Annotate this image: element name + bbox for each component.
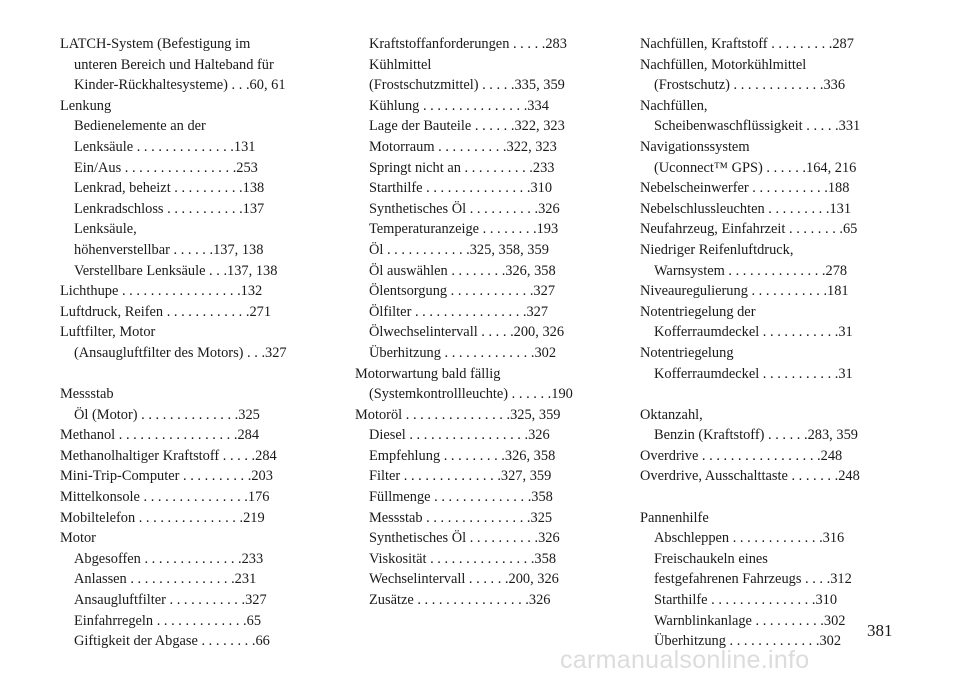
index-entry: Mobiltelefon . . . . . . . . . . . . . . .219 [60, 509, 265, 526]
index-subentry: Kühlmittel [369, 56, 432, 73]
index-subentry: Kofferraumdeckel . . . . . . . . . . .31 [654, 365, 853, 382]
index-subentry: (Systemkontrollleuchte) . . . . . .190 [369, 386, 573, 403]
index-entry: Motorwartung bald fällig [355, 365, 501, 382]
index-subentry: Öl . . . . . . . . . . . .325, 358, 359 [369, 241, 549, 258]
index-subentry: Lenksäule . . . . . . . . . . . . . .131 [74, 138, 256, 155]
index-entry: Mittelkonsole . . . . . . . . . . . . . . .176 [60, 489, 270, 506]
index-entry: Methanolhaltiger Kraftstoff . . . . .284 [60, 447, 277, 464]
index-subentry: Lenksäule, [74, 221, 137, 238]
index-subentry: Lenkradschloss . . . . . . . . . . .137 [74, 200, 265, 217]
index-subentry: Ölfilter . . . . . . . . . . . . . . . .327 [369, 303, 549, 320]
index-subentry: Diesel . . . . . . . . . . . . . . . . .326 [369, 427, 550, 444]
index-subentry: Kühlung . . . . . . . . . . . . . . .334 [369, 97, 549, 114]
index-subentry: höhenverstellbar . . . . . .137, 138 [74, 241, 264, 258]
index-subentry: Abschleppen . . . . . . . . . . . . .316 [654, 530, 845, 547]
index-subentry: Kinder-Rückhaltesysteme) . . .60, 61 [74, 77, 286, 94]
index-entry: Overdrive, Ausschalttaste . . . . . . .248 [640, 468, 860, 485]
index-subentry: Ölwechselintervall . . . . .200, 326 [369, 324, 565, 341]
index-entry: Messstab [60, 386, 114, 403]
index-column-1 [60, 34, 324, 652]
index-subentry: Ein/Aus . . . . . . . . . . . . . . . .253 [74, 159, 258, 176]
index-entry: Neufahrzeug, Einfahrzeit . . . . . . . .65 [640, 221, 858, 238]
index-entry: Motoröl . . . . . . . . . . . . . . .325, 359 [355, 406, 561, 423]
index-subentry: Viskosität . . . . . . . . . . . . . . .358 [369, 550, 557, 567]
index-subentry: Wechselintervall . . . . . .200, 326 [369, 571, 559, 588]
index-subentry: Filter . . . . . . . . . . . . . .327, 359 [369, 468, 552, 485]
index-subentry: Giftigkeit der Abgase . . . . . . . .66 [74, 633, 270, 650]
index-entry: Navigationssystem [640, 138, 750, 155]
index-subentry: unteren Bereich und Halteband für [74, 56, 274, 73]
index-subentry: Lenkrad, beheizt . . . . . . . . . .138 [74, 180, 265, 197]
index-subentry: Springt nicht an . . . . . . . . . .233 [369, 159, 555, 176]
index-subentry: Füllmenge . . . . . . . . . . . . . .358 [369, 489, 553, 506]
index-subentry: Kraftstoffanforderungen . . . . .283 [369, 36, 567, 52]
index-subentry: (Uconnect™ GPS) . . . . . .164, 216 [654, 159, 857, 176]
index-subentry: Scheibenwaschflüssigkeit . . . . .331 [654, 118, 861, 135]
index-entry: Niedriger Reifenluftdruck, [640, 241, 794, 258]
index-entry: Nachfüllen, Motorkühlmittel [640, 56, 807, 73]
index-subentry: Einfahrregeln . . . . . . . . . . . . .65 [74, 612, 262, 629]
index-spacer [640, 384, 896, 405]
index-spacer [640, 487, 896, 508]
index-subentry: Benzin (Kraftstoff) . . . . . .283, 359 [654, 427, 858, 444]
index-subentry: Motorraum . . . . . . . . . .322, 323 [369, 138, 557, 155]
index-column-3 [640, 34, 896, 652]
index-entry: Nebelscheinwerfer . . . . . . . . . . .188 [640, 180, 850, 197]
index-subentry: Zusätze . . . . . . . . . . . . . . . .326 [369, 592, 551, 609]
index-entry: Methanol . . . . . . . . . . . . . . . . .284 [60, 427, 260, 444]
index-subentry: Verstellbare Lenksäule . . .137, 138 [74, 262, 278, 279]
index-subentry: Lage der Bauteile . . . . . .322, 323 [369, 118, 565, 135]
index-entry: Luftfilter, Motor [60, 324, 156, 341]
index-entry: Lichthupe . . . . . . . . . . . . . . . . .132 [60, 283, 263, 300]
index-subentry: Bedienelemente an der [74, 118, 206, 135]
index-entry: Notentriegelung der [640, 303, 756, 320]
index-subentry: Ansaugluftfilter . . . . . . . . . . .327 [74, 592, 267, 609]
index-entry: Niveauregulierung . . . . . . . . . . .181 [640, 283, 849, 300]
index-entry: Nachfüllen, [640, 97, 708, 114]
index-entry: Pannenhilfe [640, 509, 709, 526]
index-entry: Luftdruck, Reifen . . . . . . . . . . . .271 [60, 303, 272, 320]
index-subentry: Ölentsorgung . . . . . . . . . . . .327 [369, 283, 556, 300]
index-subentry: Synthetisches Öl . . . . . . . . . .326 [369, 530, 560, 547]
page-number: 381 [867, 621, 893, 640]
index-entry: Overdrive . . . . . . . . . . . . . . . . .248 [640, 447, 843, 464]
index-entry: Motor [60, 530, 96, 547]
index-entry: Oktanzahl, [640, 406, 703, 423]
index-subentry: Überhitzung . . . . . . . . . . . . .302 [369, 344, 557, 361]
index-subentry: festgefahrenen Fahrzeugs . . . .312 [654, 571, 852, 588]
index-subentry: Öl (Motor) . . . . . . . . . . . . . .325 [74, 406, 260, 423]
index-subentry: Messstab . . . . . . . . . . . . . . .325 [369, 509, 553, 526]
index-subentry: Empfehlung . . . . . . . . .326, 358 [369, 447, 556, 464]
index-subentry: (Frostschutz) . . . . . . . . . . . . .336 [654, 77, 846, 94]
index-entry: Nebelschlussleuchten . . . . . . . . .131 [640, 200, 852, 217]
index-subentry: Starthilfe . . . . . . . . . . . . . . .310 [369, 180, 553, 197]
index-subentry: Freischaukeln eines [654, 550, 768, 567]
index-subentry: Abgesoffen . . . . . . . . . . . . . .233 [74, 550, 264, 567]
index-subentry: Überhitzung . . . . . . . . . . . . .302 [654, 633, 842, 650]
index-entry: Notentriegelung [640, 344, 734, 361]
index-subentry: Kofferraumdeckel . . . . . . . . . . .31 [654, 324, 853, 341]
index-column-2 [355, 34, 605, 611]
index-spacer [60, 364, 324, 385]
index-entry: Mini-Trip-Computer . . . . . . . . . .203 [60, 468, 273, 485]
index-subentry: Synthetisches Öl . . . . . . . . . .326 [369, 200, 560, 217]
watermark: carmanualsonline.info [560, 646, 810, 674]
index-subentry: (Frostschutzmittel) . . . . .335, 359 [369, 77, 565, 94]
index-entry: Nachfüllen, Kraftstoff . . . . . . . . .287 [640, 36, 854, 52]
index-subentry: (Ansaugluftfilter des Motors) . . .327 [74, 344, 287, 361]
index-subentry: Anlassen . . . . . . . . . . . . . . .231 [74, 571, 257, 588]
index-subentry: Temperaturanzeige . . . . . . . .193 [369, 221, 559, 238]
index-entry: Lenkung [60, 97, 112, 114]
index-entry: LATCH-System (Befestigung im [60, 36, 251, 52]
index-subentry: Öl auswählen . . . . . . . .326, 358 [369, 262, 556, 279]
index-subentry: Warnsystem . . . . . . . . . . . . . .278 [654, 262, 848, 279]
index-subentry: Warnblinkanlage . . . . . . . . . .302 [654, 612, 846, 629]
index-subentry: Starthilfe . . . . . . . . . . . . . . .310 [654, 592, 838, 609]
